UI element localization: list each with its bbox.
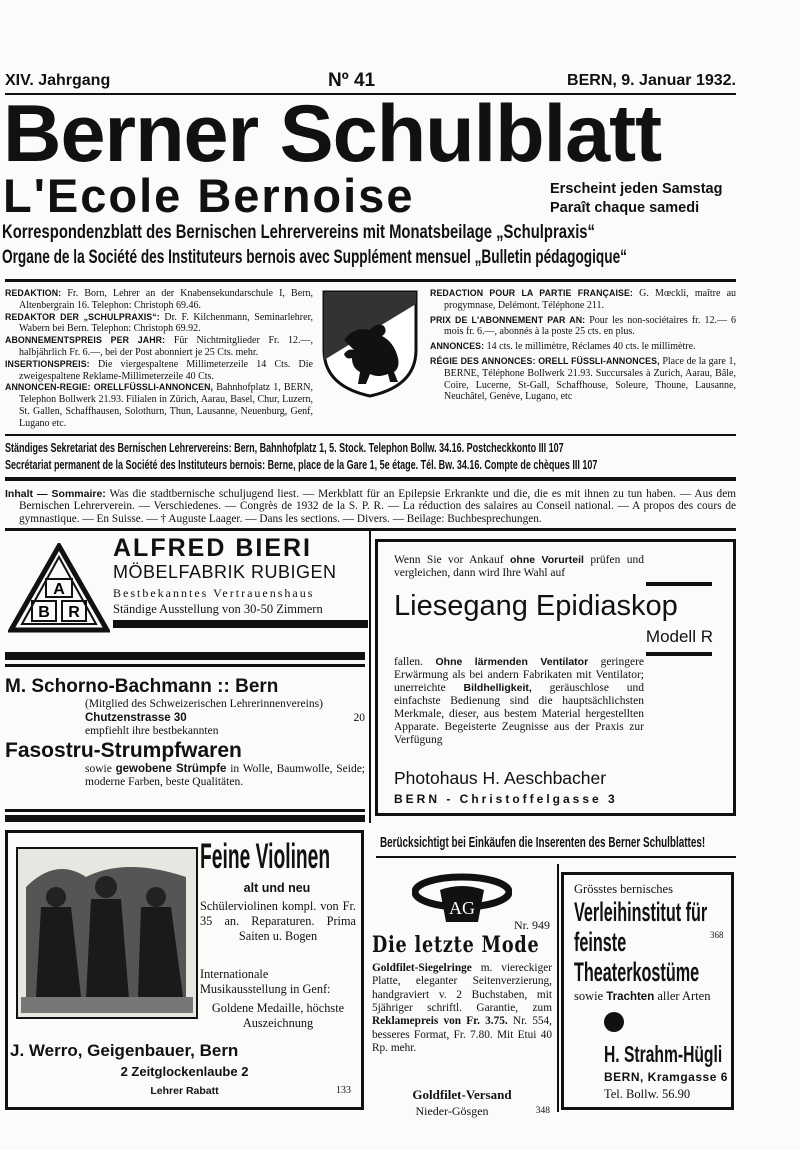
- ad-strahm-address: BERN, Kramgasse 6: [604, 1070, 728, 1085]
- divider: [113, 620, 368, 628]
- column-divider: [557, 864, 559, 1112]
- ad-mode-text: Goldfilet-Siegelringe m. viereckiger Platte, eleganter Seitenverzierung, handgraviert v. 2 Buchstaben, mit 5jähriger schriftl. Garantie, zum Reklamepreis von Fr. 3.75. Nr. 554, besseres Format, Fr. 7.80. Mit Etui 40 Rp. mehr.: [372, 962, 552, 1054]
- ad-schorno-street: Chutzenstrasse 30: [85, 711, 187, 724]
- info-item: ABONNEMENTSPREIS PER JAHR: Für Nichtmitglieder Fr. 12.—, halbjährlich Fr. 6.—, bei der Post abonniert je 25 Cts. mehr.: [5, 335, 314, 358]
- ad-bieri: [8, 534, 368, 637]
- frequency-de: Erscheint jeden Samstag: [550, 181, 723, 197]
- info-item: REDACTION POUR LA PARTIE FRANÇAISE: G. Mœckli, maître au progymnase, Delémont. Téléphone 211.: [430, 288, 737, 311]
- ad-liesegang-shop: Photohaus H. Aeschbacher: [394, 768, 607, 789]
- secretariat-de: Ständiges Sekretariat des Bernischen Lehrervereins: Bern, Bahnhofplatz 1, 5. Stock. Telephon Bollw. 34.16. Postcheckkonto III 107: [5, 440, 564, 455]
- ad-mode-title: Die letzte Mode: [372, 932, 540, 959]
- ad-schorno: [5, 676, 365, 790]
- divider: [5, 664, 365, 667]
- ad-number: 20: [353, 711, 365, 724]
- ad-strahm-tel: Tel. Bollw. 56.90: [604, 1087, 691, 1102]
- tagline-fr: Organe de la Société des Instituteurs bernois avec Supplément mensuel „Bulletin pédagogique“: [2, 246, 628, 268]
- issue-number: Nº 41: [328, 70, 376, 91]
- contents-text: Was die stadtbernische schuljugend liest. — Merkblatt für an Epilepsie Erkrankte und die, die es mit ihnen zu tun haben. — Aus dem Bernischen Lehrerverein. — Verschiedenes. — Congrès de 1932 de la S. P. R. — La réduction des salaires au Conseil national. — A propos des cours de gymnastique. — En Suisse. — † Auguste Laager. — Dans les sections. — Divers. — Beilage: Buchbesprechungen.: [19, 487, 736, 525]
- info-item: RÉGIE DES ANNONCES: ORELL FÜSSLI-ANNONCES, Place de la gare 1, BERNE, Téléphone Bollwerk 21.93. Succursales à Zurich, Aarau, Bâle, Coire, Lucerne, St-Gall, Schaffhouse, Soleure, Thoune, Lausanne, Neuchâtel, Genève, Lugano, etc: [430, 355, 737, 403]
- divider: [376, 856, 736, 858]
- ad-strahm: [561, 872, 734, 1110]
- divider: [5, 815, 365, 822]
- divider: [5, 809, 365, 812]
- page-subtitle: L'Ecole Bernoise: [3, 169, 415, 222]
- ad-violinen-title: Feine Violinen: [200, 837, 331, 877]
- contents-label: Inhalt — Sommaire:: [5, 487, 106, 500]
- ad-mode: [372, 868, 552, 1118]
- divider: [646, 652, 712, 656]
- flow-section: [5, 288, 737, 1119]
- abr-logo-icon: [8, 543, 110, 633]
- info-item: ANNONCES: 14 cts. le millimètre, Réclames 40 cts. le millimètre.: [430, 341, 696, 353]
- divider: [5, 652, 365, 660]
- bullet-dot-icon: [604, 1012, 624, 1032]
- ad-strahm-firm: H. Strahm-Hügli: [604, 1041, 723, 1068]
- ad-number: 133: [336, 1085, 351, 1097]
- ad-schorno-desc: sowie gewobene Strümpfe in Wolle, Baumwolle, Seide; moderne Farben, beste Qualitäten.: [85, 762, 365, 789]
- svg-text:AG: AG: [449, 898, 475, 919]
- info-item: INSERTIONSPREIS: Die viergespaltene Millimeterzeile 14 Cts. Die zweigespaltene Reklame-Millimeterzeile 40 Cts.: [5, 358, 313, 382]
- ad-liesegang-product: Liesegang Epidiaskop: [394, 590, 678, 623]
- ad-mode-place: Nieder-Gösgen: [415, 1104, 489, 1119]
- info-item: REDAKTION: Fr. Born, Lehrer an der Knabensekundarschule I, Bern, Altenbergrain 16. Telephon: Christoph 69.46.: [5, 288, 313, 311]
- svg-text:R: R: [68, 604, 80, 622]
- ad-bieri-firm: MÖBELFABRIK RUBIGEN: [113, 562, 337, 583]
- ad-mode-nr: Nr. 949: [514, 918, 550, 933]
- tagline-de: Korrespondenzblatt des Bernischen Lehrervereins mit Monatsbeilage „Schulpraxis“: [2, 221, 595, 243]
- ad-bieri-name: ALFRED BIERI: [113, 534, 312, 563]
- musicians-illustration-icon: [16, 847, 198, 1019]
- ad-violinen-sub: alt und neu: [243, 881, 311, 896]
- ad-violinen: [5, 830, 364, 1110]
- ad-schorno-product: Fasostru-Strumpfwaren: [5, 738, 242, 762]
- ad-schorno-member: (Mitglied des Schweizerischen Lehrerinnenvereins): [85, 698, 323, 711]
- ads-area: [0, 12, 800, 1150]
- ad-number: 368: [710, 930, 724, 941]
- signet-ring-icon: [412, 870, 512, 925]
- ad-liesegang: [375, 539, 736, 816]
- ad-liesegang-address: BERN - Christoffelgasse 3: [394, 792, 618, 807]
- ad-violinen-l2: Internationale Musikausstellung in Genf:: [200, 967, 331, 997]
- ad-mode-firm: Goldfilet-Versand: [412, 1087, 512, 1103]
- info-item: PRIX DE L'ABONNEMENT PAR AN: Pour les non-sociétaires fr. 12.— 6 mois fr. 6.—, abonnés à la poste 25 cts. en plus.: [430, 314, 737, 338]
- ad-liesegang-body: fallen. Ohne lärmenden Ventilator geringere Erwärmung als bei andern Fabrikaten mit Ventilator; unerreichte Bildhelligkeit, geräuschlose und einfachste Bedienung sind die hauptsächlichsten Merkmale, dieser, aus bestem Material hergestellten Apparate. Begeisterte Zeugnisse aus der Praxis zur Verfügung: [394, 656, 645, 747]
- info-item: REDAKTOR DER „SCHULPRAXIS“: Dr. F. Kilchenmann, Seminarlehrer, Wabern bei Bern. Telephon: Christoph 69.92.: [5, 311, 314, 335]
- ad-strahm-title: Verleihinstitut für feinste Theaterkostüme: [574, 897, 708, 988]
- divider: [646, 582, 712, 586]
- ad-violinen-maker: J. Werro, Geigenbauer, Bern: [10, 1041, 239, 1061]
- ad-violinen-l1: Schülerviolinen kompl. von Fr. 35 an. Reparaturen. Prima Saiten u. Bogen: [200, 899, 356, 944]
- ad-strahm-l1: Grösstes bernisches: [574, 882, 673, 897]
- frequency-fr: Paraît chaque samedi: [550, 200, 700, 216]
- ad-bieri-exhibition: Ständige Ausstellung von 30-50 Zimmern: [113, 602, 323, 617]
- inserenten-banner: Berücksichtigt bei Einkäufen die Inserenten des Berner Schulblattes!: [380, 834, 706, 852]
- ad-schorno-text: empfiehlt ihre bestbekannten: [85, 725, 219, 738]
- volume: XIV. Jahrgang: [5, 72, 111, 89]
- ad-violinen-rabatt: Lehrer Rabatt: [150, 1085, 219, 1098]
- ad-violinen-address: 2 Zeitglockenlaube 2: [120, 1064, 249, 1080]
- ad-liesegang-intro: Wenn Sie vor Ankauf ohne Vorurteil prüfen und vergleichen, dann wird Ihre Wahl auf: [394, 554, 645, 580]
- page-title: Berner Schulblatt: [3, 89, 662, 179]
- ad-strahm-l2: sowie Trachten aller Arten: [574, 989, 711, 1004]
- svg-text:A: A: [53, 581, 65, 599]
- ad-number: 348: [535, 1106, 550, 1117]
- ad-liesegang-model: Modell R: [645, 627, 713, 647]
- ad-bieri-slogan: Bestbekanntes Vertrauenshaus: [113, 586, 315, 601]
- secretariat-fr: Secrétariat permanent de la Société des Instituteurs bernois: Berne, place de la Gare 1, 5e étage. Tél. Bw. 34.16. Compte de chèques III 107: [5, 457, 598, 472]
- info-item: ANNONCEN-REGIE: ORELLFÜSSLI-ANNONCEN, Bahnhofplatz 1, BERN, Telephon Bollwerk 21.93. Filialen in Zürich, Aarau, Basel, Chur, Luzern, St. Gallen, Schaffhausen, Solothurn, Thun, Lausanne, Neuenburg, Genf, Lugano etc.: [5, 382, 314, 429]
- ad-schorno-name: M. Schorno-Bachmann :: Bern: [5, 676, 279, 698]
- column-divider: [369, 531, 371, 823]
- ad-violinen-l3: Goldene Medaille, höchste Auszeichnung: [211, 1001, 345, 1031]
- issue-date: BERN, 9. Januar 1932.: [567, 72, 736, 89]
- svg-text:B: B: [38, 604, 50, 622]
